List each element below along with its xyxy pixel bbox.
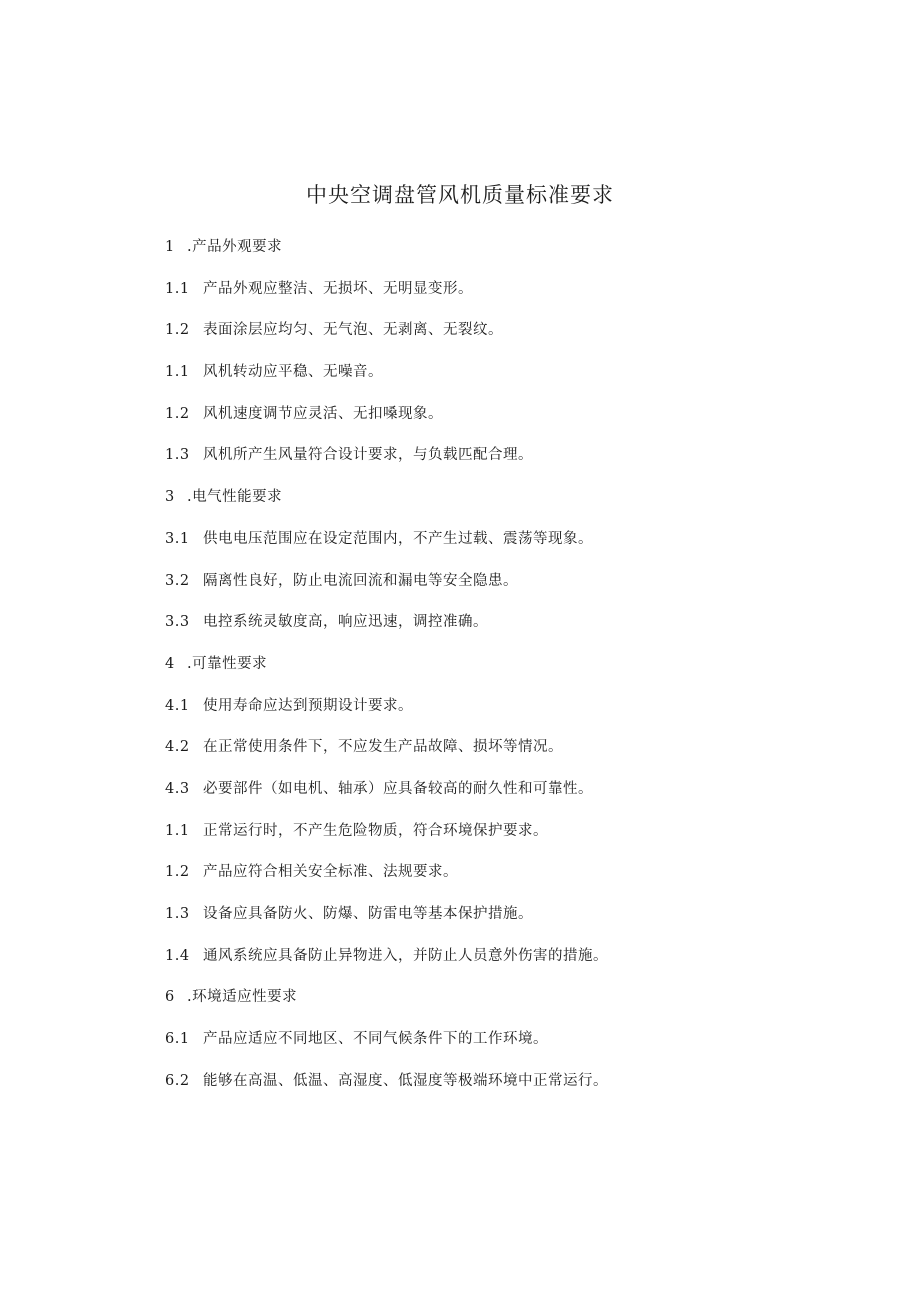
requirement-item [165,399,865,441]
requirement-item [165,440,865,482]
requirement-item [165,774,865,816]
line-text: 供电电压范围应在设定范围内，不产生过载、震荡等现象。 [203,530,593,547]
line-text: 正常运行时，不产生危险物质，符合环境保护要求。 [203,822,548,839]
line-number: 1.1 [165,280,190,297]
line-text: 通风系统应具备防止异物进入，并防止人员意外伤害的措施。 [203,947,608,964]
line-number: 3.3 [165,614,190,631]
line-number: 4.1 [165,697,190,714]
line-number: 1.3 [165,447,190,464]
requirement-item [165,1024,865,1066]
line-text: 风机所产生风量符合设计要求，与负载匹配合理。 [203,447,533,464]
requirement-item [165,566,865,608]
requirement-item [165,691,865,733]
requirement-item [165,732,865,774]
line-number: 3.2 [165,572,190,589]
line-number: 6.2 [165,1072,190,1089]
requirements-list [165,232,865,1107]
line-text: 表面涂层应均匀、无气泡、无剥离、无裂纹。 [203,322,503,339]
section-heading [165,649,865,691]
line-text: 电控系统灵敏度高，响应迅速，调控准确。 [203,614,488,631]
line-number: 1.1 [165,822,190,839]
line-text: 设备应具备防火、防爆、防雷电等基本保护措施。 [203,906,533,922]
requirement-item [165,357,865,399]
line-text: 产品应适应不同地区、不同气候条件下的工作环境。 [203,1031,548,1048]
line-number: 1.3 [165,906,190,922]
line-number: 1.2 [165,405,190,422]
requirement-item [165,607,865,649]
requirement-item [165,816,865,858]
line-number: 1.2 [165,864,190,881]
line-text: 能够在高温、低温、高湿度、低湿度等极端环境中正常运行。 [203,1072,608,1089]
line-number: 1.1 [165,364,190,381]
line-text: 产品应符合相关安全标准、法规要求。 [203,864,458,881]
requirement-item [165,524,865,566]
requirement-item [165,857,865,899]
line-number: 1 [165,239,175,255]
requirement-item [165,1066,865,1108]
line-text: 风机速度调节应灵活、无扣嗓现象。 [203,405,443,422]
line-number: 3.1 [165,530,190,547]
line-text: 在正常使用条件下，不应发生产品故障、损坏等情况。 [203,739,563,756]
section-heading [165,982,865,1024]
line-text: .可靠性要求 [187,655,268,672]
line-text: .电气性能要求 [187,489,283,506]
section-heading [165,232,865,274]
requirement-item [165,941,865,983]
requirement-item [165,315,865,357]
line-text: 风机转动应平稳、无噪音。 [203,364,383,381]
line-number: 4.3 [165,780,190,797]
line-text: 使用寿命应达到预期设计要求。 [203,697,413,714]
line-number: 6 [165,989,175,1006]
line-number: 4.2 [165,739,190,756]
document-title: 中央空调盘管风机质量标准要求 [306,183,614,207]
line-number: 4 [165,655,175,672]
line-text: 产品外观应整洁、无损坏、无明显变形。 [203,280,473,297]
line-text: 隔离性良好，防止电流回流和漏电等安全隐患。 [203,572,518,589]
line-number: 3 [165,489,175,506]
requirement-item [165,274,865,316]
line-number: 1.4 [165,947,190,964]
line-number: 1.2 [165,322,190,339]
line-text: .产品外观要求 [187,239,283,255]
line-text: 必要部件（如电机、轴承）应具备较高的耐久性和可靠性。 [203,780,593,797]
section-heading [165,482,865,524]
line-number: 6.1 [165,1031,190,1048]
line-text: .环境适应性要求 [187,989,298,1006]
requirement-item [165,899,865,941]
